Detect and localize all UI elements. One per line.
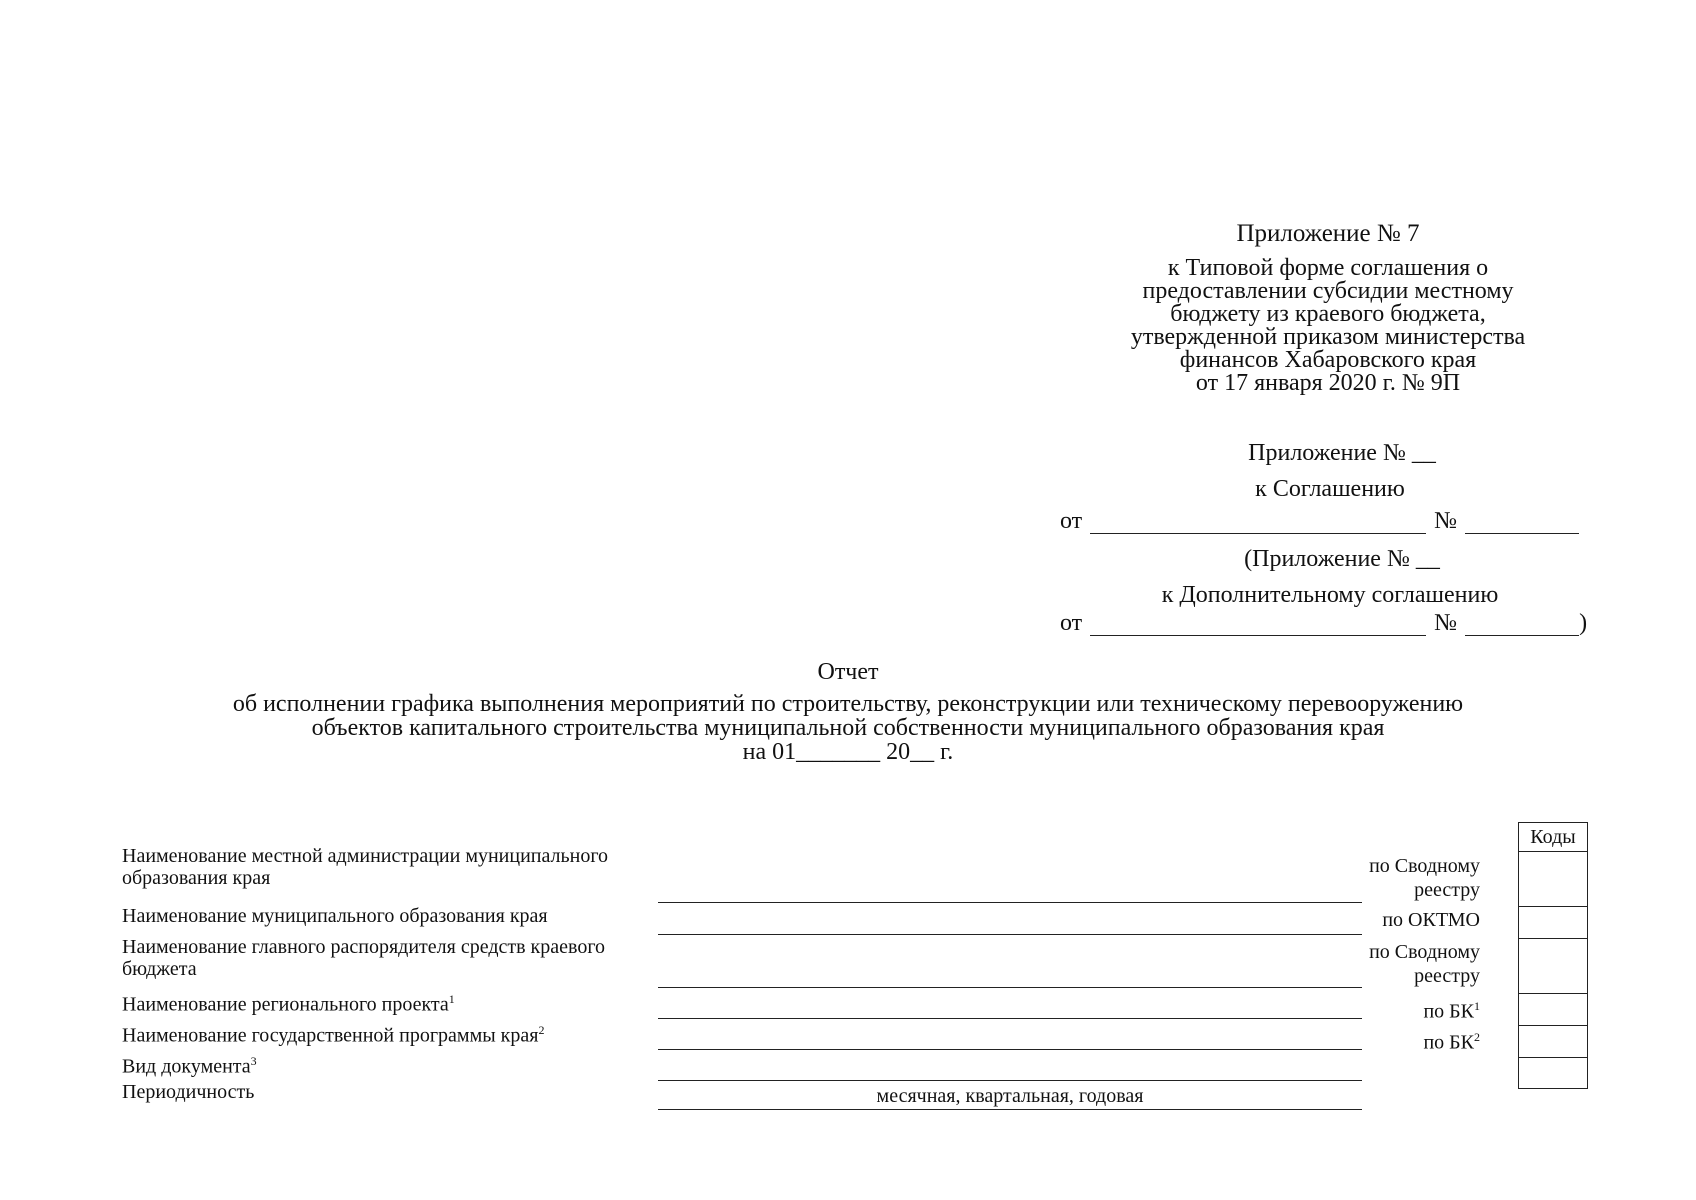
from-label: от bbox=[1060, 508, 1083, 534]
agreement-appendix-label: Приложение № __ bbox=[1248, 440, 1436, 466]
label-periodicity: Периодичность bbox=[122, 1081, 255, 1103]
additional-agreement-from-row bbox=[1060, 604, 1600, 636]
code-label-line: реестру bbox=[1414, 965, 1480, 987]
agreement-date-field[interactable] bbox=[1090, 511, 1426, 534]
code-label-svod-2 bbox=[1320, 940, 1480, 988]
code-cell-oktmo[interactable] bbox=[1519, 906, 1587, 938]
municipality-field[interactable] bbox=[658, 912, 1362, 935]
footnote-mark: 2 bbox=[1474, 1030, 1480, 1044]
label-chief-manager: Наименование главного распорядителя средств краевого бюджета bbox=[122, 936, 606, 980]
to-agreement-label: к Соглашению bbox=[1255, 476, 1405, 502]
code-label-line: реестру bbox=[1414, 879, 1480, 901]
additional-agreement-number-field[interactable] bbox=[1465, 613, 1579, 636]
label-regional-project bbox=[122, 988, 662, 1016]
from-label: от bbox=[1060, 610, 1083, 636]
code-label-line: по Сводному bbox=[1369, 941, 1480, 963]
code-cell-svod-1[interactable] bbox=[1519, 851, 1587, 906]
bk2-text: по БК bbox=[1423, 1031, 1474, 1054]
number-label: № bbox=[1434, 610, 1458, 636]
footnote-mark: 2 bbox=[538, 1023, 545, 1037]
footnote-mark: 3 bbox=[250, 1054, 257, 1068]
code-label-line: по Сводному bbox=[1369, 855, 1480, 877]
code-cell-document-type[interactable] bbox=[1519, 1057, 1587, 1088]
appendix-line: финансов Хабаровского края bbox=[1179, 347, 1477, 373]
label-state-program bbox=[122, 1019, 662, 1047]
to-additional-agreement-label: к Дополнительному соглашению bbox=[1161, 582, 1499, 608]
footnote-mark: 1 bbox=[1474, 999, 1480, 1013]
regional-project-text: Наименование регионального проекта bbox=[122, 993, 449, 1016]
report-title: Отчет bbox=[817, 659, 879, 685]
report-subtitle-line1: об исполнении графика выполнения мероприятий по строительству, реконструкции или техническому перевооружению bbox=[232, 691, 1464, 717]
state-program-field[interactable] bbox=[658, 1027, 1362, 1050]
code-label-svod-1 bbox=[1320, 854, 1480, 902]
appendix-line: бюджету из краевого бюджета, bbox=[1170, 301, 1486, 327]
agreement-number-field[interactable] bbox=[1465, 511, 1579, 534]
report-date-line: на 01_______ 20__ г. bbox=[742, 739, 954, 765]
close-paren: ) bbox=[1579, 610, 1588, 636]
label-document-type bbox=[122, 1050, 662, 1078]
appendix-number: Приложение № 7 bbox=[1236, 220, 1420, 247]
footnote-mark: 1 bbox=[448, 992, 455, 1006]
appendix-line: утвержденной приказом министерства bbox=[1130, 324, 1526, 350]
report-subtitle-line2: объектов капитального строительства муниципальной собственности муниципального образования края bbox=[311, 715, 1385, 741]
additional-agreement-date-field[interactable] bbox=[1090, 613, 1426, 636]
code-label-bk2 bbox=[1320, 1025, 1480, 1055]
bk1-text: по БК bbox=[1423, 1000, 1474, 1023]
code-label-oktmo: по ОКТМО bbox=[1382, 909, 1480, 931]
appendix-line: к Типовой форме соглашения о bbox=[1167, 255, 1489, 281]
report-title-block bbox=[0, 660, 1696, 764]
number-label: № bbox=[1434, 508, 1458, 534]
code-label-bk1 bbox=[1320, 994, 1480, 1024]
appendix-line: от 17 января 2020 г. № 9П bbox=[1195, 370, 1461, 396]
code-cell-bk2[interactable] bbox=[1519, 1025, 1587, 1057]
additional-appendix-label: (Приложение № __ bbox=[1244, 546, 1440, 572]
document-type-text: Вид документа bbox=[122, 1055, 251, 1078]
agreement-from-row bbox=[1060, 502, 1600, 534]
codes-header: Коды bbox=[1530, 826, 1576, 848]
chief-manager-field[interactable] bbox=[658, 965, 1362, 988]
code-cell-bk1[interactable] bbox=[1519, 993, 1587, 1025]
label-municipality: Наименование муниципального образования края bbox=[122, 905, 548, 927]
agreement-block bbox=[1060, 440, 1600, 636]
periodicity-field[interactable]: месячная, квартальная, годовая bbox=[658, 1085, 1362, 1110]
regional-project-field[interactable] bbox=[658, 996, 1362, 1019]
document-type-field[interactable] bbox=[658, 1058, 1362, 1081]
local-admin-field[interactable] bbox=[658, 880, 1362, 903]
label-local-admin: Наименование местной администрации муниципального образования края bbox=[122, 845, 609, 889]
appendix-line: предоставлении субсидии местному bbox=[1142, 278, 1514, 304]
code-cell-svod-2[interactable] bbox=[1519, 938, 1587, 993]
appendix-header bbox=[1076, 222, 1580, 395]
state-program-text: Наименование государственной программы края bbox=[122, 1024, 539, 1047]
codes-table bbox=[1518, 822, 1588, 1089]
